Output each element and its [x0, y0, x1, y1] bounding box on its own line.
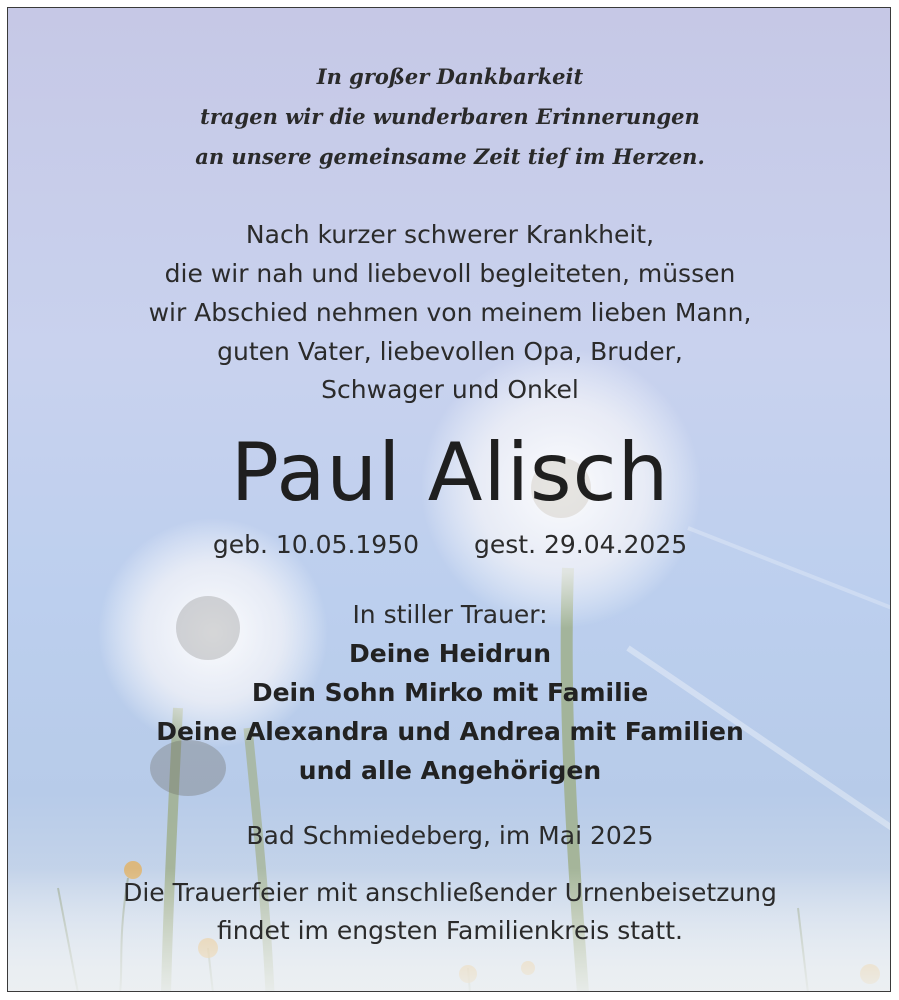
message-line: Schwager und Onkel [321, 375, 579, 404]
mourner-line: und alle Angehörigen [298, 756, 602, 785]
message-line: wir Abschied nehmen von meinem lieben Mann, [148, 298, 752, 327]
mourning-intro: In stiller Trauer: [352, 600, 548, 629]
death-date: gest. 29.04.2025 [474, 530, 688, 559]
intro-line: tragen wir die wunderbaren Erinnerungen [200, 104, 700, 129]
mourner-line: Deine Alexandra und Andrea mit Familien [156, 717, 744, 746]
deceased-name: Paul Alisch [230, 426, 670, 519]
message-line: guten Vater, liebevollen Opa, Bruder, [217, 337, 683, 366]
intro-line: In großer Dankbarkeit [316, 64, 584, 89]
intro-line: an unsere gemeinsame Zeit tief im Herzen. [195, 144, 705, 169]
message-line: Nach kurzer schwerer Krankheit, [245, 220, 655, 249]
place-date: Bad Schmiedeberg, im Mai 2025 [246, 821, 654, 850]
birth-date: geb. 10.05.1950 [212, 530, 420, 559]
funeral-note-line: findet im engsten Familienkreis statt. [217, 916, 683, 945]
mourner-line: Deine Heidrun [348, 639, 551, 668]
mourner-line: Dein Sohn Mirko mit Familie [251, 678, 649, 707]
obituary-card [7, 7, 891, 992]
life-dates [8, 530, 891, 559]
message-line: die wir nah und liebevoll begleiteten, müssen [164, 259, 736, 288]
funeral-note-line: Die Trauerfeier mit anschließender Urnenbeisetzung [123, 878, 777, 907]
